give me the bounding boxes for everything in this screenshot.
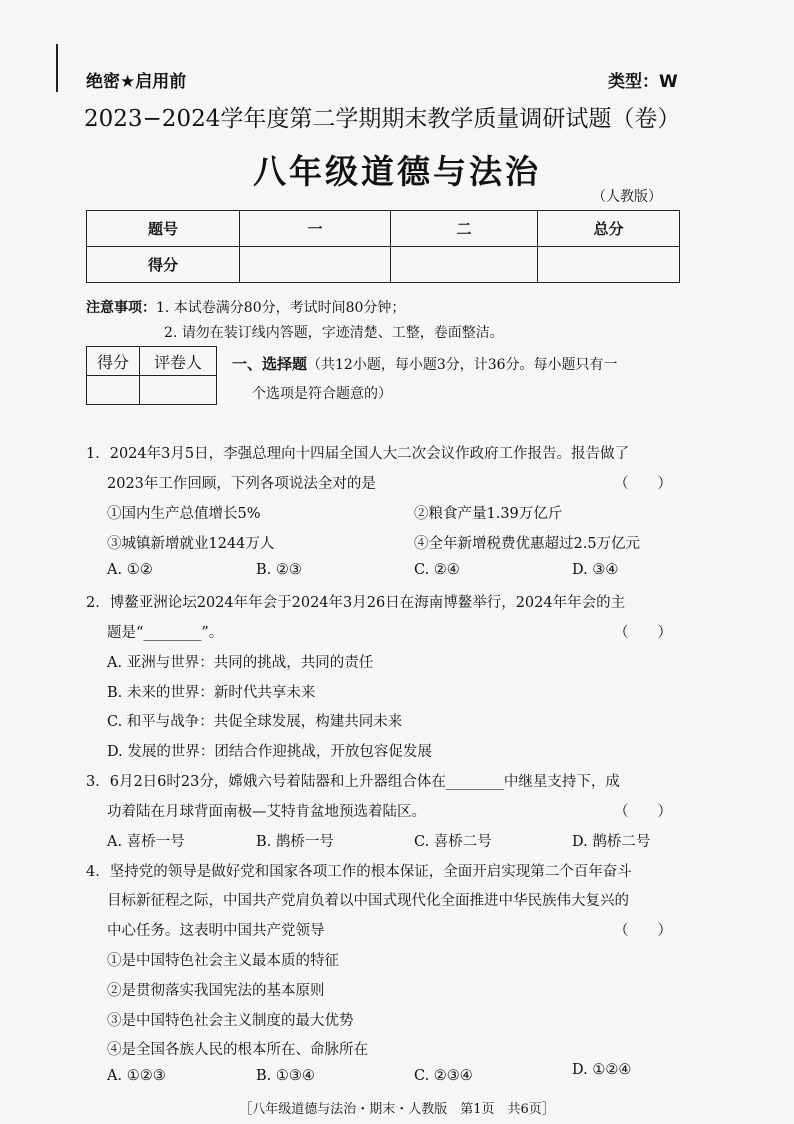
answer-paren: （ ） — [614, 923, 672, 939]
option: ①是中国特色社会主义最本质的特征 — [107, 953, 339, 969]
note-item: 1. 本试卷满分80分，考试时间80分钟； — [156, 300, 406, 316]
answer-paren: （ ） — [614, 625, 672, 641]
option: ④全年新增税费优惠超过2.5万亿元 — [414, 536, 641, 552]
choice: D. 发展的世界：团结合作迎挑战，开放包容促发展 — [107, 744, 432, 760]
question-line: 2023年工作回顾，下列各项说法全对的是 — [107, 476, 376, 492]
paper-type: 类型：W — [608, 72, 678, 92]
exam-title: 2023−2024学年度第二学期期末教学质量调研试题（卷） — [84, 106, 681, 132]
grader-reviewer-label: 评卷人 — [140, 347, 217, 376]
question-line: 3．6月2日6时23分，嫦娥六号着陆器和上升器组合体在________中继星支持下，成 — [86, 774, 620, 790]
choice: B. 鹊桥一号 — [256, 834, 334, 850]
score-cell — [240, 247, 391, 283]
notes — [86, 296, 504, 346]
question-line: 1．2024年3月5日，李强总理向十四届全国人大二次会议作政府工作报告。报告做了 — [86, 446, 630, 462]
score-row-label: 得分 — [87, 247, 240, 283]
answer-paren: （ ） — [614, 476, 672, 492]
option: ①国内生产总值增长5% — [107, 506, 261, 522]
section-title: 一、选择题 — [232, 355, 308, 373]
question-line: 2．博鳌亚洲论坛2024年年会于2024年3月26日在海南博鳌举行，2024年年会的主 — [86, 595, 626, 611]
choice: C. 和平与战争：共促全球发展，构建共同未来 — [107, 714, 403, 730]
grader-score-label: 得分 — [87, 347, 140, 376]
question-line: 中心任务。这表明中国共产党领导 — [107, 923, 325, 939]
subject-title: 八年级道德与法治 — [253, 152, 541, 191]
choice: A. ①② — [107, 562, 153, 578]
question-line: 功着陆在月球背面南极—艾特肯盆地预选着陆区。 — [107, 804, 426, 820]
secret-label: 绝密★启用前 — [86, 72, 187, 92]
option: ③城镇新增就业1244万人 — [107, 536, 275, 552]
choice: B. ①③④ — [256, 1068, 315, 1084]
choice: B. ②③ — [256, 562, 302, 578]
note-item: 2. 请勿在装订线内答题，字迹清楚、工整，卷面整洁。 — [164, 325, 504, 341]
grader-table — [86, 346, 217, 405]
option: ④是全国各族人民的根本所在、命脉所在 — [107, 1042, 368, 1058]
score-cell — [538, 247, 680, 283]
score-header-cell: 二 — [391, 211, 538, 247]
option: ②粮食产量1.39万亿斤 — [414, 506, 563, 522]
choice: C. 喜桥二号 — [414, 834, 492, 850]
question-line: 题是“________”。 — [107, 625, 224, 641]
binding-line — [56, 44, 58, 92]
score-header-cell: 题号 — [87, 211, 240, 247]
grader-cell — [140, 376, 217, 405]
choice: D. 鹊桥二号 — [572, 834, 651, 850]
choice: C. ②③④ — [414, 1068, 473, 1084]
option: ②是贯彻落实我国宪法的基本原则 — [107, 983, 325, 999]
choice: C. ②④ — [414, 562, 460, 578]
notes-label: 注意事项： — [86, 300, 156, 316]
answer-paren: （ ） — [614, 804, 672, 820]
choice: D. ③④ — [572, 562, 619, 578]
choice: D. ①②④ — [572, 1062, 632, 1078]
score-cell — [391, 247, 538, 283]
edition-label: （人教版） — [592, 189, 662, 205]
question-line: 目标新征程之际，中国共产党肩负着以中国式现代化全面推进中华民族伟大复兴的 — [107, 893, 629, 909]
section-desc: （共12小题，每小题3分，计36分。每小题只有一 — [307, 357, 618, 373]
option: ③是中国特色社会主义制度的最大优势 — [107, 1013, 354, 1029]
question-line: 4．坚持党的领导是做好党和国家各项工作的根本保证，全面开启实现第二个百年奋斗 — [86, 864, 632, 880]
section-desc: 个选项是符合题意的） — [252, 386, 392, 402]
page-footer: ［八年级道德与法治・期末・人教版 第1页 共6页］ — [239, 1102, 555, 1117]
score-table — [86, 210, 680, 283]
choice: A. ①②③ — [107, 1068, 166, 1084]
section-heading — [232, 350, 618, 409]
choice: B. 未来的世界：新时代共享未来 — [107, 685, 316, 701]
score-header-cell: 总分 — [538, 211, 680, 247]
choice: A. 喜桥一号 — [107, 834, 185, 850]
choice: A. 亚洲与世界：共同的挑战，共同的责任 — [107, 655, 374, 671]
grader-cell — [87, 376, 140, 405]
score-header-cell: 一 — [240, 211, 391, 247]
